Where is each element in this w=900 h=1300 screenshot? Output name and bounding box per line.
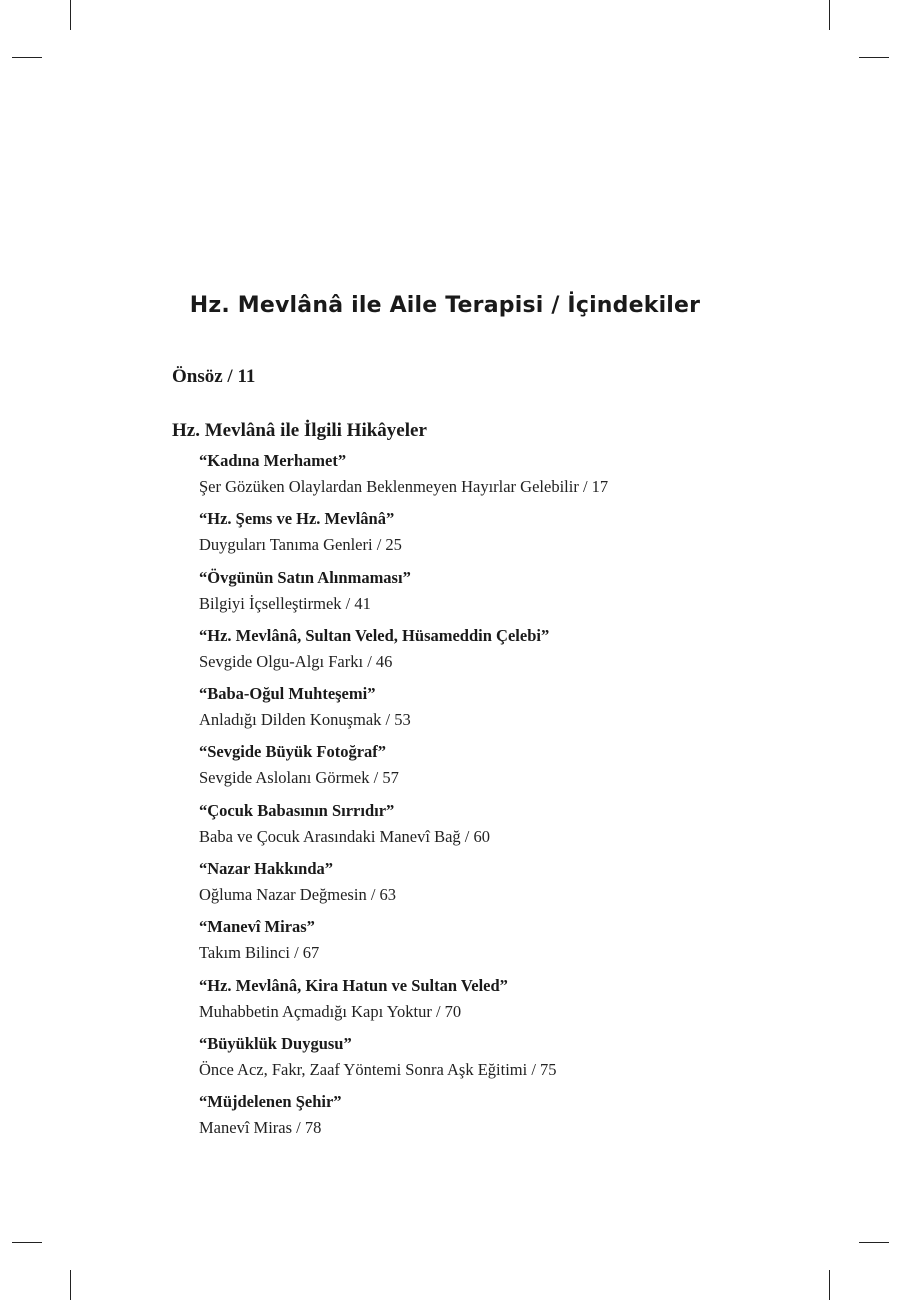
toc-entry-subtitle: Duyguları Tanıma Genleri / 25: [199, 535, 402, 555]
toc-entry-title: “Sevgide Büyük Fotoğraf”: [199, 742, 387, 762]
toc-entry-subtitle: Sevgide Aslolanı Görmek / 57: [199, 768, 399, 788]
crop-mark-top-left-vertical: [70, 0, 71, 30]
toc-entry-subtitle: Muhabbetin Açmadığı Kapı Yoktur / 70: [199, 1001, 462, 1021]
crop-mark-top-left-horizontal: [12, 57, 42, 58]
toc-entry: [199, 448, 832, 506]
toc-entry-title: “Baba-Oğul Muhteşemi”: [199, 684, 376, 704]
section-title: Hz. Mevlânâ ile İlgili Hikâyeler: [172, 420, 427, 441]
toc-entry: [199, 506, 832, 564]
toc-entry: [199, 798, 832, 856]
toc-entry: [199, 856, 832, 914]
toc-entry: [199, 739, 832, 797]
toc-entry: [199, 973, 832, 1031]
preface-entry: Önsöz / 11: [172, 366, 256, 387]
toc-entry-subtitle: Takım Bilinci / 67: [199, 943, 320, 963]
toc-entry: [199, 681, 832, 739]
toc-entries: [199, 448, 832, 1148]
toc-entry-title: “Nazar Hakkında”: [199, 859, 334, 879]
toc-entry: [199, 914, 832, 972]
table-of-contents: [172, 364, 832, 1148]
toc-entry-subtitle: Önce Acz, Fakr, Zaaf Yöntemi Sonra Aşk Eğitimi / 75: [199, 1059, 557, 1079]
crop-mark-top-right-horizontal: [859, 57, 889, 58]
toc-entry-subtitle: Sevgide Olgu-Algı Farkı / 46: [199, 651, 393, 671]
toc-entry: [199, 1031, 832, 1089]
toc-entry-title: “Hz. Şems ve Hz. Mevlânâ”: [199, 509, 395, 529]
toc-entry-subtitle: Anladığı Dilden Konuşmak / 53: [199, 710, 411, 730]
crop-mark-top-right-vertical: [829, 0, 830, 30]
toc-entry: [199, 565, 832, 623]
crop-mark-bottom-left-horizontal: [12, 1242, 42, 1243]
toc-entry-title: “Müjdelenen Şehir”: [199, 1092, 342, 1112]
toc-entry-title: “Kadına Merhamet”: [199, 451, 347, 470]
toc-entry: [199, 623, 832, 681]
toc-entry-title: “Büyüklük Duygusu”: [199, 1033, 352, 1053]
crop-mark-bottom-right-vertical: [829, 1270, 830, 1300]
toc-entry-subtitle: Bilgiyi İçselleştirmek / 41: [199, 593, 371, 613]
toc-entry-subtitle: Şer Gözüken Olaylardan Beklenmeyen Hayırlar Gelebilir / 17: [199, 477, 609, 496]
toc-entry: [199, 1089, 832, 1147]
crop-mark-bottom-left-vertical: [70, 1270, 71, 1300]
toc-entry-subtitle: Baba ve Çocuk Arasındaki Manevî Bağ / 60: [199, 826, 490, 846]
crop-mark-bottom-right-horizontal: [859, 1242, 889, 1243]
toc-entry-subtitle: Manevî Miras / 78: [199, 1118, 322, 1138]
toc-entry-title: “Hz. Mevlânâ, Kira Hatun ve Sultan Veled”: [199, 975, 508, 995]
toc-entry-title: “Çocuk Babasının Sırrıdır”: [199, 800, 395, 820]
toc-entry-subtitle: Oğluma Nazar Değmesin / 63: [199, 885, 397, 905]
page-title: Hz. Mevlânâ ile Aile Terapisi / İçindekiler: [189, 292, 701, 318]
toc-entry-title: “Övgünün Satın Alınmaması”: [199, 567, 411, 587]
toc-entry-title: “Manevî Miras”: [199, 917, 315, 937]
toc-entry-title: “Hz. Mevlânâ, Sultan Veled, Hüsameddin Çelebi”: [199, 625, 550, 645]
